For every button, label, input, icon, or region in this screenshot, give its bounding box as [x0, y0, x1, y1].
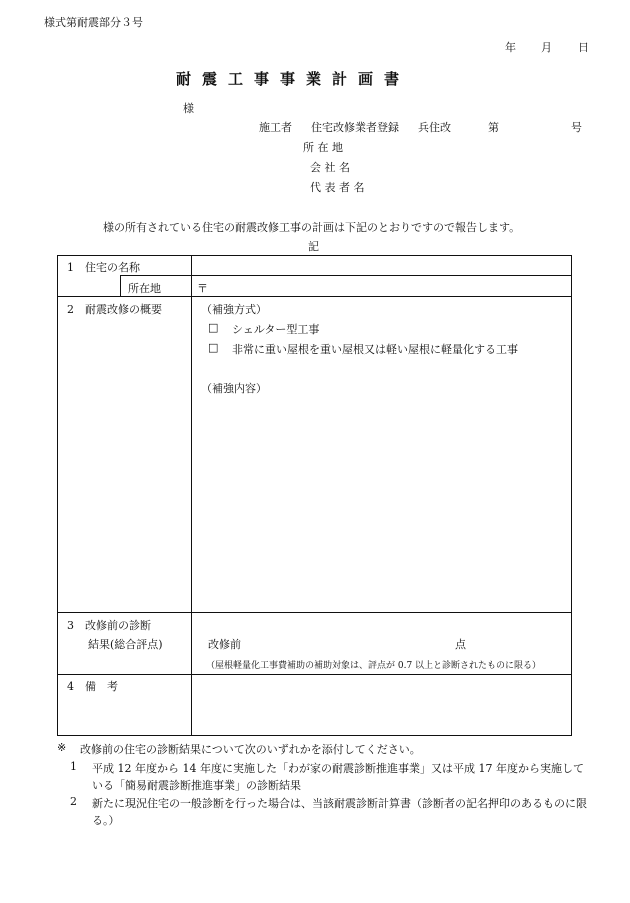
form-number: 様式第耐震部分３号	[44, 16, 143, 29]
address-label: 所 在 地	[303, 141, 343, 154]
note-lead: 改修前の住宅の診断結果について次のいずれかを添付してください。	[80, 743, 421, 756]
date-month-label: 月	[541, 41, 552, 54]
date-year-label: 年	[505, 41, 516, 54]
row1-sub-label: 所在地	[128, 282, 161, 295]
option1-checkbox[interactable]: □	[208, 321, 219, 334]
row4-label: 4 備 考	[67, 680, 118, 693]
note1-number: 1	[70, 760, 77, 773]
points-label: 点	[455, 638, 466, 651]
table-column-divider	[191, 255, 192, 736]
row3-label-line1: 3 改修前の診断	[67, 619, 151, 632]
company-label: 会 社 名	[310, 161, 350, 174]
option2-checkbox[interactable]: □	[208, 341, 219, 354]
registration-dai: 第	[488, 121, 499, 134]
contractor-label: 施工者	[259, 121, 292, 134]
document-title: 耐震工事事業計画書	[176, 70, 411, 88]
option1-label: シェルター型工事	[232, 323, 320, 336]
before-label: 改修前	[208, 638, 241, 651]
option2-label: 非常に重い屋根を重い屋根又は軽い屋根に軽量化する工事	[232, 343, 518, 356]
registration-go: 号	[571, 121, 582, 134]
content-heading: （補強内容）	[201, 382, 267, 395]
representative-label: 代 表 者 名	[310, 181, 365, 194]
registration-prefix: 兵住改	[418, 121, 451, 134]
note2-number: 2	[70, 795, 77, 808]
note-mark: ※	[57, 741, 67, 754]
method-heading: （補強方式）	[201, 303, 267, 316]
row3-note: （屋根軽量化工事費補助の補助対象は、評点が 0.7 以上と診断されたものに限る）	[206, 661, 542, 671]
row1-sub-divider	[120, 275, 572, 276]
row1-label: 1 住宅の名称	[67, 261, 140, 274]
row4-divider	[57, 674, 572, 675]
addressee-suffix: 様	[183, 102, 194, 115]
row3-label-line2: 結果(総合評点)	[88, 638, 163, 651]
ki-label: 記	[308, 240, 319, 253]
row1-sub-left-divider	[120, 275, 121, 296]
postal-mark: 〒	[197, 282, 208, 295]
row2-divider	[57, 296, 572, 297]
row3-divider	[57, 612, 572, 613]
note1-text: 平成 12 年度から 14 年度に実施した「わが家の耐震診断推進事業」又は平成 17 年度から実施している「簡易耐震診断推進事業」の診断結果	[92, 762, 584, 792]
row2-label: 2 耐震改修の概要	[67, 303, 162, 316]
registration-label: 住宅改修業者登録	[311, 121, 399, 134]
date-day-label: 日	[578, 41, 589, 54]
note2-text: 新たに現況住宅の一般診断を行った場合は、当該耐震診断計算書（診断者の記名押印のあるものに限る。）	[92, 797, 587, 827]
intro-text: 様の所有されている住宅の耐震改修工事の計画は下記のとおりですので報告します。	[103, 221, 521, 234]
